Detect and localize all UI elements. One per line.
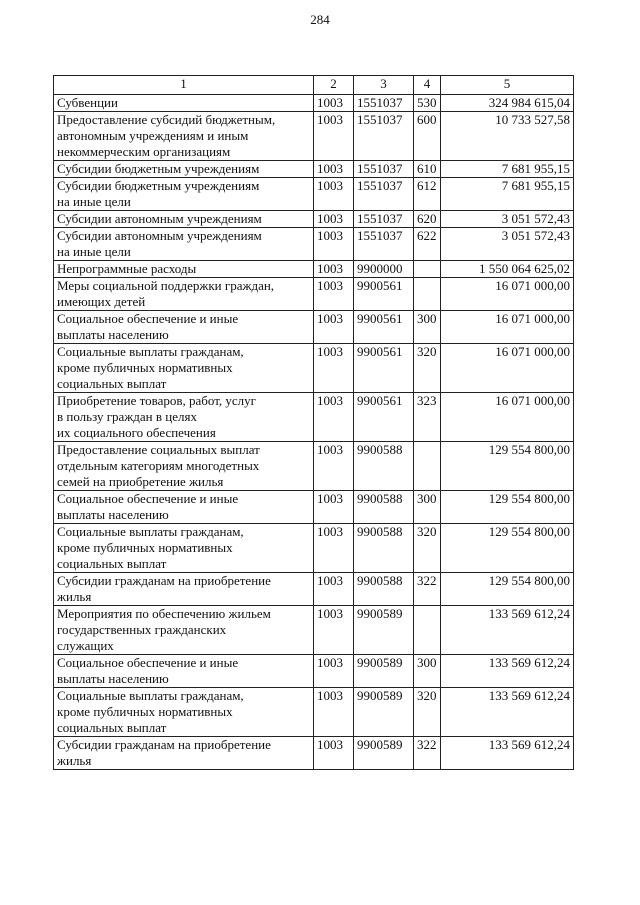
cell-target-code: 9900561	[354, 393, 414, 442]
cell-amount: 133 569 612,24	[441, 737, 574, 770]
cell-section-code: 1003	[314, 261, 354, 278]
cell-section-code: 1003	[314, 573, 354, 606]
cell-section-code: 1003	[314, 442, 354, 491]
cell-name: Социальные выплаты гражданам, кроме публичных нормативных социальных выплат	[54, 524, 314, 573]
cell-section-code: 1003	[314, 393, 354, 442]
budget-table	[53, 75, 574, 770]
cell-name: Субсидии автономным учреждениям	[54, 211, 314, 228]
cell-name: Субсидии гражданам на приобретение жилья	[54, 573, 314, 606]
table-row	[54, 95, 574, 112]
cell-amount: 16 071 000,00	[441, 311, 574, 344]
cell-name: Предоставление субсидий бюджетным, автономным учреждениям и иным некоммерческим организациям	[54, 112, 314, 161]
cell-expense-type: 300	[414, 311, 441, 344]
cell-target-code: 9900589	[354, 688, 414, 737]
cell-expense-type: 620	[414, 211, 441, 228]
cell-target-code: 9900589	[354, 655, 414, 688]
header-col-5: 5	[441, 76, 574, 95]
cell-expense-type: 610	[414, 161, 441, 178]
table-row	[54, 178, 574, 211]
cell-name: Субсидии автономным учреждениям на иные цели	[54, 228, 314, 261]
cell-section-code: 1003	[314, 606, 354, 655]
cell-expense-type: 322	[414, 737, 441, 770]
cell-target-code: 1551037	[354, 95, 414, 112]
cell-amount: 133 569 612,24	[441, 688, 574, 737]
cell-expense-type	[414, 261, 441, 278]
cell-target-code: 9900561	[354, 344, 414, 393]
header-row	[54, 76, 574, 95]
cell-amount: 324 984 615,04	[441, 95, 574, 112]
table-row	[54, 344, 574, 393]
table-row	[54, 737, 574, 770]
cell-amount: 16 071 000,00	[441, 344, 574, 393]
cell-name: Социальные выплаты гражданам, кроме публичных нормативных социальных выплат	[54, 344, 314, 393]
table-body	[54, 95, 574, 770]
cell-expense-type: 622	[414, 228, 441, 261]
table-row	[54, 311, 574, 344]
table-row	[54, 442, 574, 491]
cell-name: Непрограммные расходы	[54, 261, 314, 278]
cell-section-code: 1003	[314, 112, 354, 161]
cell-expense-type	[414, 278, 441, 311]
cell-expense-type: 323	[414, 393, 441, 442]
cell-expense-type: 300	[414, 491, 441, 524]
cell-target-code: 1551037	[354, 211, 414, 228]
cell-section-code: 1003	[314, 491, 354, 524]
cell-target-code: 1551037	[354, 112, 414, 161]
cell-amount: 3 051 572,43	[441, 228, 574, 261]
cell-expense-type: 612	[414, 178, 441, 211]
cell-amount: 133 569 612,24	[441, 606, 574, 655]
cell-target-code: 9900000	[354, 261, 414, 278]
cell-section-code: 1003	[314, 228, 354, 261]
cell-section-code: 1003	[314, 311, 354, 344]
cell-amount: 1 550 064 625,02	[441, 261, 574, 278]
cell-amount: 129 554 800,00	[441, 491, 574, 524]
table-row	[54, 491, 574, 524]
cell-expense-type: 300	[414, 655, 441, 688]
cell-name: Социальное обеспечение и иные выплаты населению	[54, 311, 314, 344]
table-row	[54, 655, 574, 688]
cell-amount: 7 681 955,15	[441, 178, 574, 211]
table-row	[54, 688, 574, 737]
page-number: 284	[310, 12, 330, 27]
table-header	[54, 76, 574, 95]
cell-target-code: 9900589	[354, 737, 414, 770]
header-col-2: 2	[314, 76, 354, 95]
cell-name: Субсидии бюджетным учреждениям	[54, 161, 314, 178]
cell-expense-type: 322	[414, 573, 441, 606]
cell-amount: 7 681 955,15	[441, 161, 574, 178]
cell-amount: 129 554 800,00	[441, 524, 574, 573]
cell-amount: 3 051 572,43	[441, 211, 574, 228]
cell-name: Социальное обеспечение и иные выплаты населению	[54, 491, 314, 524]
cell-target-code: 9900588	[354, 573, 414, 606]
cell-expense-type	[414, 606, 441, 655]
cell-target-code: 1551037	[354, 178, 414, 211]
cell-expense-type: 600	[414, 112, 441, 161]
cell-name: Меры социальной поддержки граждан, имеющих детей	[54, 278, 314, 311]
cell-section-code: 1003	[314, 655, 354, 688]
cell-name: Социальные выплаты гражданам, кроме публичных нормативных социальных выплат	[54, 688, 314, 737]
cell-target-code: 1551037	[354, 228, 414, 261]
cell-name: Субвенции	[54, 95, 314, 112]
cell-target-code: 9900589	[354, 606, 414, 655]
cell-target-code: 1551037	[354, 161, 414, 178]
cell-section-code: 1003	[314, 278, 354, 311]
cell-section-code: 1003	[314, 524, 354, 573]
cell-amount: 133 569 612,24	[441, 655, 574, 688]
cell-section-code: 1003	[314, 737, 354, 770]
cell-amount: 10 733 527,58	[441, 112, 574, 161]
cell-expense-type: 530	[414, 95, 441, 112]
cell-target-code: 9900561	[354, 278, 414, 311]
cell-section-code: 1003	[314, 95, 354, 112]
cell-name: Предоставление социальных выплат отдельным категориям многодетных семей на приобретение жилья	[54, 442, 314, 491]
cell-section-code: 1003	[314, 688, 354, 737]
table-row	[54, 261, 574, 278]
cell-section-code: 1003	[314, 344, 354, 393]
cell-name: Субсидии гражданам на приобретение жилья	[54, 737, 314, 770]
table-row	[54, 278, 574, 311]
cell-name: Приобретение товаров, работ, услуг в пользу граждан в целях их социального обеспечения	[54, 393, 314, 442]
table-row	[54, 228, 574, 261]
table-row	[54, 211, 574, 228]
cell-name: Субсидии бюджетным учреждениям на иные цели	[54, 178, 314, 211]
table-row	[54, 573, 574, 606]
cell-expense-type: 320	[414, 524, 441, 573]
cell-name: Мероприятия по обеспечению жильем государственных гражданских служащих	[54, 606, 314, 655]
table-row	[54, 606, 574, 655]
cell-target-code: 9900588	[354, 442, 414, 491]
table-row	[54, 393, 574, 442]
cell-amount: 129 554 800,00	[441, 573, 574, 606]
cell-target-code: 9900588	[354, 524, 414, 573]
table-row	[54, 161, 574, 178]
cell-amount: 16 071 000,00	[441, 278, 574, 311]
cell-name: Социальное обеспечение и иные выплаты населению	[54, 655, 314, 688]
cell-section-code: 1003	[314, 161, 354, 178]
cell-amount: 129 554 800,00	[441, 442, 574, 491]
cell-amount: 16 071 000,00	[441, 393, 574, 442]
cell-target-code: 9900588	[354, 491, 414, 524]
cell-target-code: 9900561	[354, 311, 414, 344]
header-col-1: 1	[54, 76, 314, 95]
cell-expense-type: 320	[414, 688, 441, 737]
header-col-3: 3	[354, 76, 414, 95]
header-col-4: 4	[414, 76, 441, 95]
table-row	[54, 524, 574, 573]
cell-section-code: 1003	[314, 211, 354, 228]
cell-section-code: 1003	[314, 178, 354, 211]
cell-expense-type: 320	[414, 344, 441, 393]
cell-expense-type	[414, 442, 441, 491]
table-row	[54, 112, 574, 161]
